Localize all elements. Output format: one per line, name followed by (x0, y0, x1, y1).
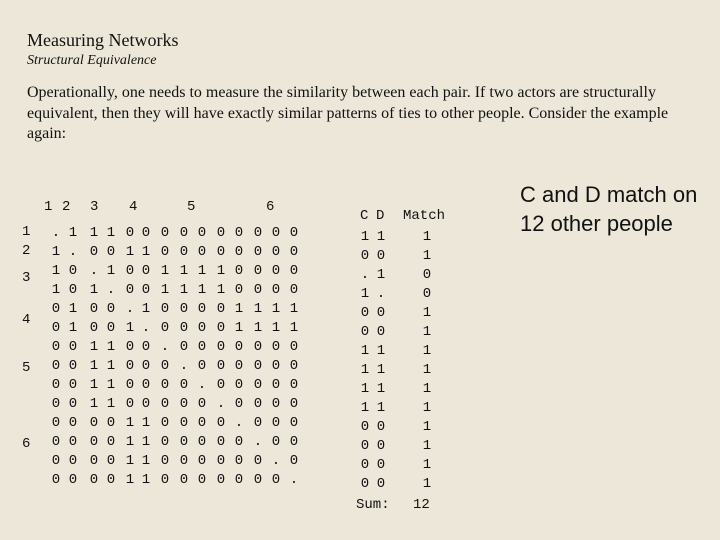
matrix-cell: 0 (141, 263, 151, 279)
matrix-cell: 1 (125, 244, 135, 260)
matrix-cell: 0 (125, 377, 135, 393)
matrix-cell: 0 (197, 396, 207, 412)
matrix-cell: 0 (125, 358, 135, 374)
matrix-cell: 0 (234, 377, 244, 393)
matrix-cell: 1 (51, 244, 61, 260)
matrix-cell: 0 (289, 339, 299, 355)
matrix-cell: 0 (289, 377, 299, 393)
matrix-cell: 0 (289, 282, 299, 298)
matrix-cell: 0 (160, 358, 170, 374)
matrix-cell: . (271, 453, 281, 469)
matrix-cell: 0 (216, 244, 226, 260)
matrix-row-group-label: 5 (22, 360, 31, 376)
matrix-cell: 0 (271, 263, 281, 279)
matrix-cell: 1 (106, 377, 116, 393)
comparison-cell: 1 (422, 248, 432, 264)
matrix-cell: 0 (51, 358, 61, 374)
matrix-cell: 0 (253, 339, 263, 355)
matrix-cell: 0 (106, 301, 116, 317)
matrix-cell: 1 (68, 301, 78, 317)
comparison-cell: 1 (422, 305, 432, 321)
matrix-cell: 0 (289, 396, 299, 412)
matrix-cell: 0 (51, 339, 61, 355)
comparison-cell: 1 (360, 286, 370, 302)
matrix-cell: 1 (106, 358, 116, 374)
comparison-cell: 0 (376, 305, 386, 321)
matrix-cell: 0 (89, 453, 99, 469)
matrix-cell: 1 (234, 320, 244, 336)
matrix-cell: 0 (141, 339, 151, 355)
matrix-cell: 0 (289, 244, 299, 260)
matrix-cell: 0 (89, 415, 99, 431)
matrix-cell: 0 (51, 301, 61, 317)
matrix-cell: 0 (271, 415, 281, 431)
matrix-cell: 1 (160, 263, 170, 279)
matrix-cell: 0 (197, 453, 207, 469)
matrix-cell: 1 (125, 434, 135, 450)
matrix-cell: 0 (197, 244, 207, 260)
comparison-cell: 1 (360, 400, 370, 416)
comparison-cell: 1 (422, 438, 432, 454)
matrix-cell: 0 (106, 320, 116, 336)
matrix-cell: 0 (89, 434, 99, 450)
matrix-cell: 1 (125, 472, 135, 488)
matrix-cell: 0 (271, 225, 281, 241)
matrix-cell: 0 (89, 320, 99, 336)
matrix-cell: 0 (160, 244, 170, 260)
matrix-cell: 0 (234, 244, 244, 260)
matrix-cell: 0 (271, 244, 281, 260)
matrix-cell: . (68, 244, 78, 260)
matrix-cell: 1 (106, 339, 116, 355)
comparison-cell: . (360, 267, 370, 283)
matrix-cell: . (106, 282, 116, 298)
matrix-cell: 1 (197, 282, 207, 298)
matrix-cell: 0 (197, 415, 207, 431)
matrix-cell: . (197, 377, 207, 393)
matrix-cell: 0 (216, 434, 226, 450)
matrix-cell: 1 (106, 263, 116, 279)
matrix-cell: 1 (289, 320, 299, 336)
matrix-cell: 0 (253, 263, 263, 279)
matrix-cell: 0 (179, 301, 189, 317)
matrix-cell: . (160, 339, 170, 355)
matrix-cell: 0 (141, 358, 151, 374)
matrix-cell: 0 (216, 358, 226, 374)
matrix-cell: 0 (216, 301, 226, 317)
matrix-cell: 0 (271, 434, 281, 450)
matrix-cell: 0 (160, 434, 170, 450)
matrix-cell: 0 (125, 282, 135, 298)
matrix-cell: 0 (197, 358, 207, 374)
matrix-cell: 0 (68, 263, 78, 279)
matrix-cell: 0 (51, 434, 61, 450)
matrix-cell: 0 (68, 339, 78, 355)
matrix-column-group-label: 3 (90, 199, 99, 215)
matrix-cell: 0 (216, 453, 226, 469)
matrix-cell: 0 (216, 225, 226, 241)
matrix-cell: 0 (197, 339, 207, 355)
matrix-cell: 0 (141, 282, 151, 298)
comparison-cell: 1 (376, 362, 386, 378)
comparison-cell: 1 (422, 362, 432, 378)
matrix-cell: 0 (160, 225, 170, 241)
matrix-cell: 1 (216, 282, 226, 298)
comparison-cell: 1 (376, 381, 386, 397)
matrix-cell: 0 (51, 320, 61, 336)
matrix-cell: 0 (234, 225, 244, 241)
matrix-cell: 0 (216, 415, 226, 431)
matrix-cell: 0 (141, 396, 151, 412)
matrix-cell: 1 (141, 301, 151, 317)
matrix-cell: 0 (253, 358, 263, 374)
matrix-cell: 1 (289, 301, 299, 317)
matrix-cell: 0 (68, 453, 78, 469)
matrix-cell: 0 (160, 320, 170, 336)
body-paragraph: Operationally, one needs to measure the similarity between each pair. If two actors are structurally equivalent, then they will have exactly similar patterns of ties to other people. Consider the example again: (27, 84, 669, 142)
matrix-column-group-label: 6 (266, 199, 275, 215)
matrix-cell: 0 (179, 320, 189, 336)
matrix-cell: 1 (271, 320, 281, 336)
comparison-cell: 0 (360, 438, 370, 454)
matrix-cell: . (179, 358, 189, 374)
matrix-row-group-label: 1 (22, 224, 31, 240)
matrix-cell: . (89, 263, 99, 279)
matrix-cell: . (125, 301, 135, 317)
comparison-cell: 1 (360, 362, 370, 378)
matrix-cell: 0 (106, 434, 116, 450)
matrix-cell: 1 (106, 396, 116, 412)
sum-label: Sum: (356, 497, 390, 513)
matrix-cell: 1 (125, 415, 135, 431)
matrix-cell: 0 (289, 453, 299, 469)
matrix-cell: 0 (253, 244, 263, 260)
matrix-cell: 0 (141, 377, 151, 393)
comparison-cell: 1 (376, 229, 386, 245)
matrix-cell: 0 (51, 377, 61, 393)
comparison-cell: 0 (376, 457, 386, 473)
matrix-cell: 0 (160, 301, 170, 317)
slide-subtitle: Structural Equivalence (27, 53, 157, 68)
matrix-cell: 0 (234, 396, 244, 412)
matrix-cell: 0 (197, 434, 207, 450)
matrix-cell: 0 (289, 225, 299, 241)
matrix-cell: 0 (253, 225, 263, 241)
matrix-cell: 0 (179, 244, 189, 260)
matrix-cell: 0 (234, 472, 244, 488)
matrix-cell: 1 (51, 263, 61, 279)
matrix-cell: 0 (160, 377, 170, 393)
matrix-row-group-label: 6 (22, 436, 31, 452)
matrix-cell: 0 (216, 472, 226, 488)
matrix-cell: 0 (271, 396, 281, 412)
matrix-cell: 0 (197, 225, 207, 241)
matrix-cell: 0 (289, 263, 299, 279)
matrix-cell: . (234, 415, 244, 431)
comparison-header: D (376, 208, 385, 224)
matrix-cell: 1 (89, 358, 99, 374)
matrix-cell: 1 (89, 396, 99, 412)
matrix-cell: 0 (253, 415, 263, 431)
matrix-cell: 0 (179, 415, 189, 431)
comparison-cell: . (376, 286, 386, 302)
matrix-cell: 0 (125, 263, 135, 279)
matrix-cell: 1 (106, 225, 116, 241)
comparison-cell: 0 (376, 248, 386, 264)
matrix-column-group-label: 1 (44, 199, 53, 215)
comparison-cell: 1 (422, 476, 432, 492)
matrix-cell: 0 (271, 282, 281, 298)
comparison-cell: 0 (360, 305, 370, 321)
matrix-cell: 0 (125, 225, 135, 241)
matrix-cell: 1 (51, 282, 61, 298)
comparison-cell: 0 (376, 476, 386, 492)
comparison-cell: 1 (422, 343, 432, 359)
comparison-cell: 0 (360, 419, 370, 435)
comparison-cell: 1 (422, 381, 432, 397)
comparison-cell: 1 (422, 400, 432, 416)
matrix-cell: 1 (253, 320, 263, 336)
comparison-cell: 0 (360, 457, 370, 473)
matrix-cell: 0 (216, 320, 226, 336)
sum-value: 12 (413, 497, 430, 513)
matrix-cell: . (51, 225, 61, 241)
matrix-cell: 1 (141, 472, 151, 488)
matrix-cell: 0 (197, 472, 207, 488)
matrix-cell: 1 (89, 377, 99, 393)
matrix-cell: 0 (289, 415, 299, 431)
matrix-cell: . (216, 396, 226, 412)
comparison-header: C (360, 208, 369, 224)
comparison-cell: 0 (360, 476, 370, 492)
matrix-cell: 0 (253, 472, 263, 488)
matrix-cell: 1 (179, 282, 189, 298)
matrix-cell: 0 (89, 301, 99, 317)
matrix-row-group-label: 2 (22, 243, 31, 259)
matrix-cell: 0 (106, 453, 116, 469)
matrix-cell: 0 (51, 453, 61, 469)
matrix-cell: 0 (125, 396, 135, 412)
matrix-cell: 0 (179, 472, 189, 488)
matrix-cell: 0 (68, 377, 78, 393)
matrix-cell: 1 (216, 263, 226, 279)
comparison-cell: 0 (360, 324, 370, 340)
matrix-cell: 0 (160, 396, 170, 412)
matrix-cell: 1 (141, 415, 151, 431)
matrix-cell: 1 (197, 263, 207, 279)
matrix-cell: 0 (234, 263, 244, 279)
comparison-cell: 0 (376, 324, 386, 340)
matrix-cell: 1 (68, 225, 78, 241)
matrix-cell: 0 (51, 396, 61, 412)
matrix-cell: 0 (289, 434, 299, 450)
matrix-cell: 0 (234, 434, 244, 450)
matrix-cell: 1 (179, 263, 189, 279)
matrix-column-group-label: 2 (62, 199, 71, 215)
matrix-cell: 0 (68, 472, 78, 488)
matrix-cell: 1 (89, 225, 99, 241)
matrix-cell: . (253, 434, 263, 450)
comparison-cell: 1 (360, 343, 370, 359)
matrix-cell: 0 (234, 339, 244, 355)
matrix-cell: 0 (234, 453, 244, 469)
matrix-cell: 0 (51, 415, 61, 431)
comparison-cell: 1 (422, 457, 432, 473)
matrix-cell: 0 (271, 358, 281, 374)
matrix-cell: 1 (160, 282, 170, 298)
matrix-cell: 0 (253, 396, 263, 412)
matrix-cell: 1 (68, 320, 78, 336)
match-note: C and D match on 12 other people (520, 182, 698, 236)
matrix-cell: 0 (51, 472, 61, 488)
slide-title: Measuring Networks (27, 30, 179, 50)
matrix-cell: 0 (197, 320, 207, 336)
matrix-cell: 0 (289, 358, 299, 374)
matrix-cell: 0 (68, 434, 78, 450)
matrix-cell: 1 (234, 301, 244, 317)
matrix-cell: 0 (179, 396, 189, 412)
matrix-cell: 1 (89, 282, 99, 298)
matrix-cell: 0 (253, 282, 263, 298)
matrix-cell: 0 (216, 377, 226, 393)
matrix-cell: 0 (68, 415, 78, 431)
matrix-cell: 0 (234, 282, 244, 298)
matrix-cell: 1 (125, 320, 135, 336)
matrix-cell: 0 (253, 453, 263, 469)
matrix-cell: . (141, 320, 151, 336)
matrix-cell: 0 (68, 282, 78, 298)
matrix-cell: 0 (234, 358, 244, 374)
matrix-cell: 1 (253, 301, 263, 317)
matrix-cell: 0 (179, 377, 189, 393)
comparison-cell: 0 (376, 419, 386, 435)
matrix-cell: 0 (89, 472, 99, 488)
matrix-cell: 0 (106, 472, 116, 488)
matrix-cell: 0 (197, 301, 207, 317)
matrix-cell: 1 (89, 339, 99, 355)
comparison-cell: 1 (422, 419, 432, 435)
matrix-cell: 0 (68, 358, 78, 374)
matrix-cell: 0 (160, 453, 170, 469)
matrix-cell: 0 (106, 415, 116, 431)
matrix-cell: 0 (141, 225, 151, 241)
comparison-cell: 1 (376, 400, 386, 416)
matrix-cell: 1 (271, 301, 281, 317)
matrix-cell: 0 (68, 396, 78, 412)
matrix-cell: 0 (216, 339, 226, 355)
matrix-cell: 1 (141, 453, 151, 469)
comparison-cell: 0 (376, 438, 386, 454)
matrix-cell: 0 (253, 377, 263, 393)
matrix-cell: 1 (141, 244, 151, 260)
matrix-cell: 0 (271, 472, 281, 488)
matrix-cell: 0 (271, 339, 281, 355)
matrix-cell: 0 (160, 472, 170, 488)
comparison-cell: 1 (422, 324, 432, 340)
matrix-cell: 1 (125, 453, 135, 469)
matrix-column-group-label: 4 (129, 199, 138, 215)
comparison-cell: 0 (422, 267, 432, 283)
matrix-cell: 0 (179, 434, 189, 450)
comparison-cell: 1 (376, 267, 386, 283)
comparison-cell: 1 (360, 381, 370, 397)
comparison-cell: 0 (360, 248, 370, 264)
matrix-row-group-label: 3 (22, 270, 31, 286)
comparison-cell: 0 (422, 286, 432, 302)
matrix-column-group-label: 5 (187, 199, 196, 215)
matrix-cell: 0 (160, 415, 170, 431)
matrix-cell: 0 (179, 339, 189, 355)
matrix-cell: . (289, 472, 299, 488)
matrix-cell: 1 (141, 434, 151, 450)
matrix-cell: 0 (106, 244, 116, 260)
comparison-cell: 1 (360, 229, 370, 245)
comparison-cell: 1 (422, 229, 432, 245)
matrix-cell: 0 (179, 225, 189, 241)
matrix-cell: 0 (125, 339, 135, 355)
matrix-cell: 0 (271, 377, 281, 393)
comparison-header: Match (403, 208, 446, 224)
matrix-cell: 0 (179, 453, 189, 469)
matrix-row-group-label: 4 (22, 312, 31, 328)
comparison-cell: 1 (376, 343, 386, 359)
matrix-cell: 0 (89, 244, 99, 260)
